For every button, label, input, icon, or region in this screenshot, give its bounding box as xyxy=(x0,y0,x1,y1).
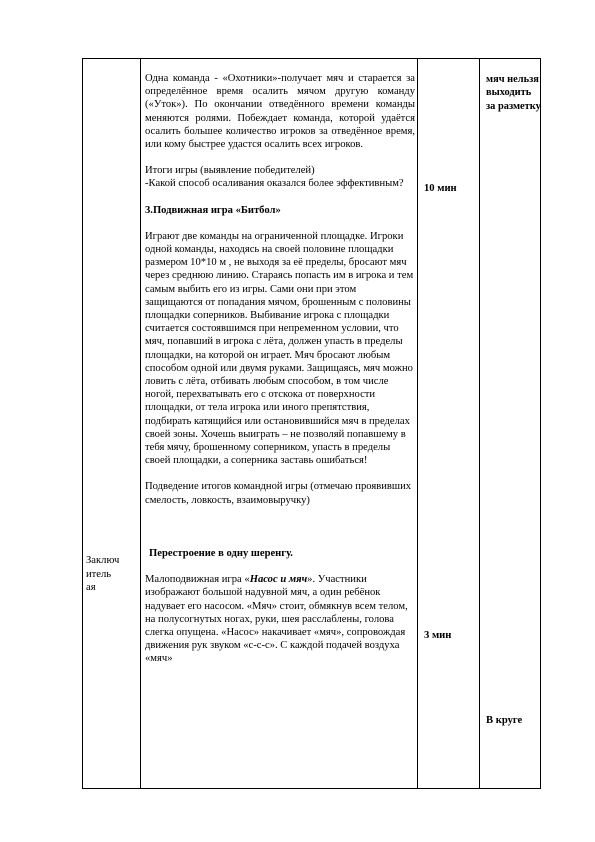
formation-heading: Перестроение в одну шеренгу. xyxy=(149,547,293,559)
column-divider xyxy=(140,59,141,788)
note-ball-rule: мяч нельзя выходить за разметку xyxy=(486,74,541,112)
time-3-min: 3 мин xyxy=(424,630,452,641)
stage-label: Заключ итель ая xyxy=(86,555,120,593)
team-results: Подведение итогов командной игры (отмечаю проявивших смелость, ловкость, взаимовыручку) xyxy=(145,481,412,506)
game-description-1: Одна команда - «Охотники»-получает мяч и старается за определённое время осалить мячом другую команду («Уток»). По окончании отведённого времени команды меняются ролями. Побеждает команда, которой удаётся осалить большее количество игроков за отведённое время, или кому быстрее удастся осалить всех игроков. xyxy=(145,73,415,151)
game-4-description: Малоподвижная игра «Насос и мяч». Участники изображают большой надувной мяч, а один ребёнок надувает его насосом. «Мяч» стоит, обмякнув всем телом, на полусогнутых ногах, руки, шея расслаблены, голова слегка опущена. «Насос» накачивает «мяч», сопровождая движения рук звуком «с-с-с». С каждой подачей воздуха «мяч» xyxy=(145,574,408,665)
time-10-min: 10 мин xyxy=(424,183,457,194)
column-divider xyxy=(479,59,480,788)
game-3-description: Играют две команды на ограниченной площадке. Игроки одной команды, находясь на своей половине площадки размером 10*10 м , не выходя за её пределы, бросают мяч через среднюю линию. Стараясь попасть им в игрока и тем самым выбить его из игры. Сами они при этом защищаются от попадания мячом, брошенным с половины площадки соперников. Выбивание игрока с площадки считается состоявшимся при непременном условии, что мяч, попавший в игрока с лёта, должен упасть в пределы площадки, на которой он играет. Мяч бросают любым способом одной или двумя руками. Защищаясь, мяч можно ловить с лёта, отбивать любым способом, в том числе ногой, перехватывать его с отскока от поверхности площадки, от тела игрока или иного препятствия, подбирать катящийся или остановившийся мяч в пределах своей зоны. Хочешь выиграть – не позволяй попавшему в тебя мячу, брошенному соперником, упасть в пределы своей площадки, а соперника заставь ошибаться! xyxy=(145,230,414,467)
note-circle: В круге xyxy=(486,715,523,726)
content-cell xyxy=(145,72,415,666)
results-question: -Какой способ осаливания оказался более эффективным? xyxy=(145,178,404,190)
results-heading: Итоги игры (выявление победителей) xyxy=(145,165,315,177)
column-divider xyxy=(417,59,418,788)
game-3-heading: 3.Подвижная игра «Битбол» xyxy=(145,204,281,216)
